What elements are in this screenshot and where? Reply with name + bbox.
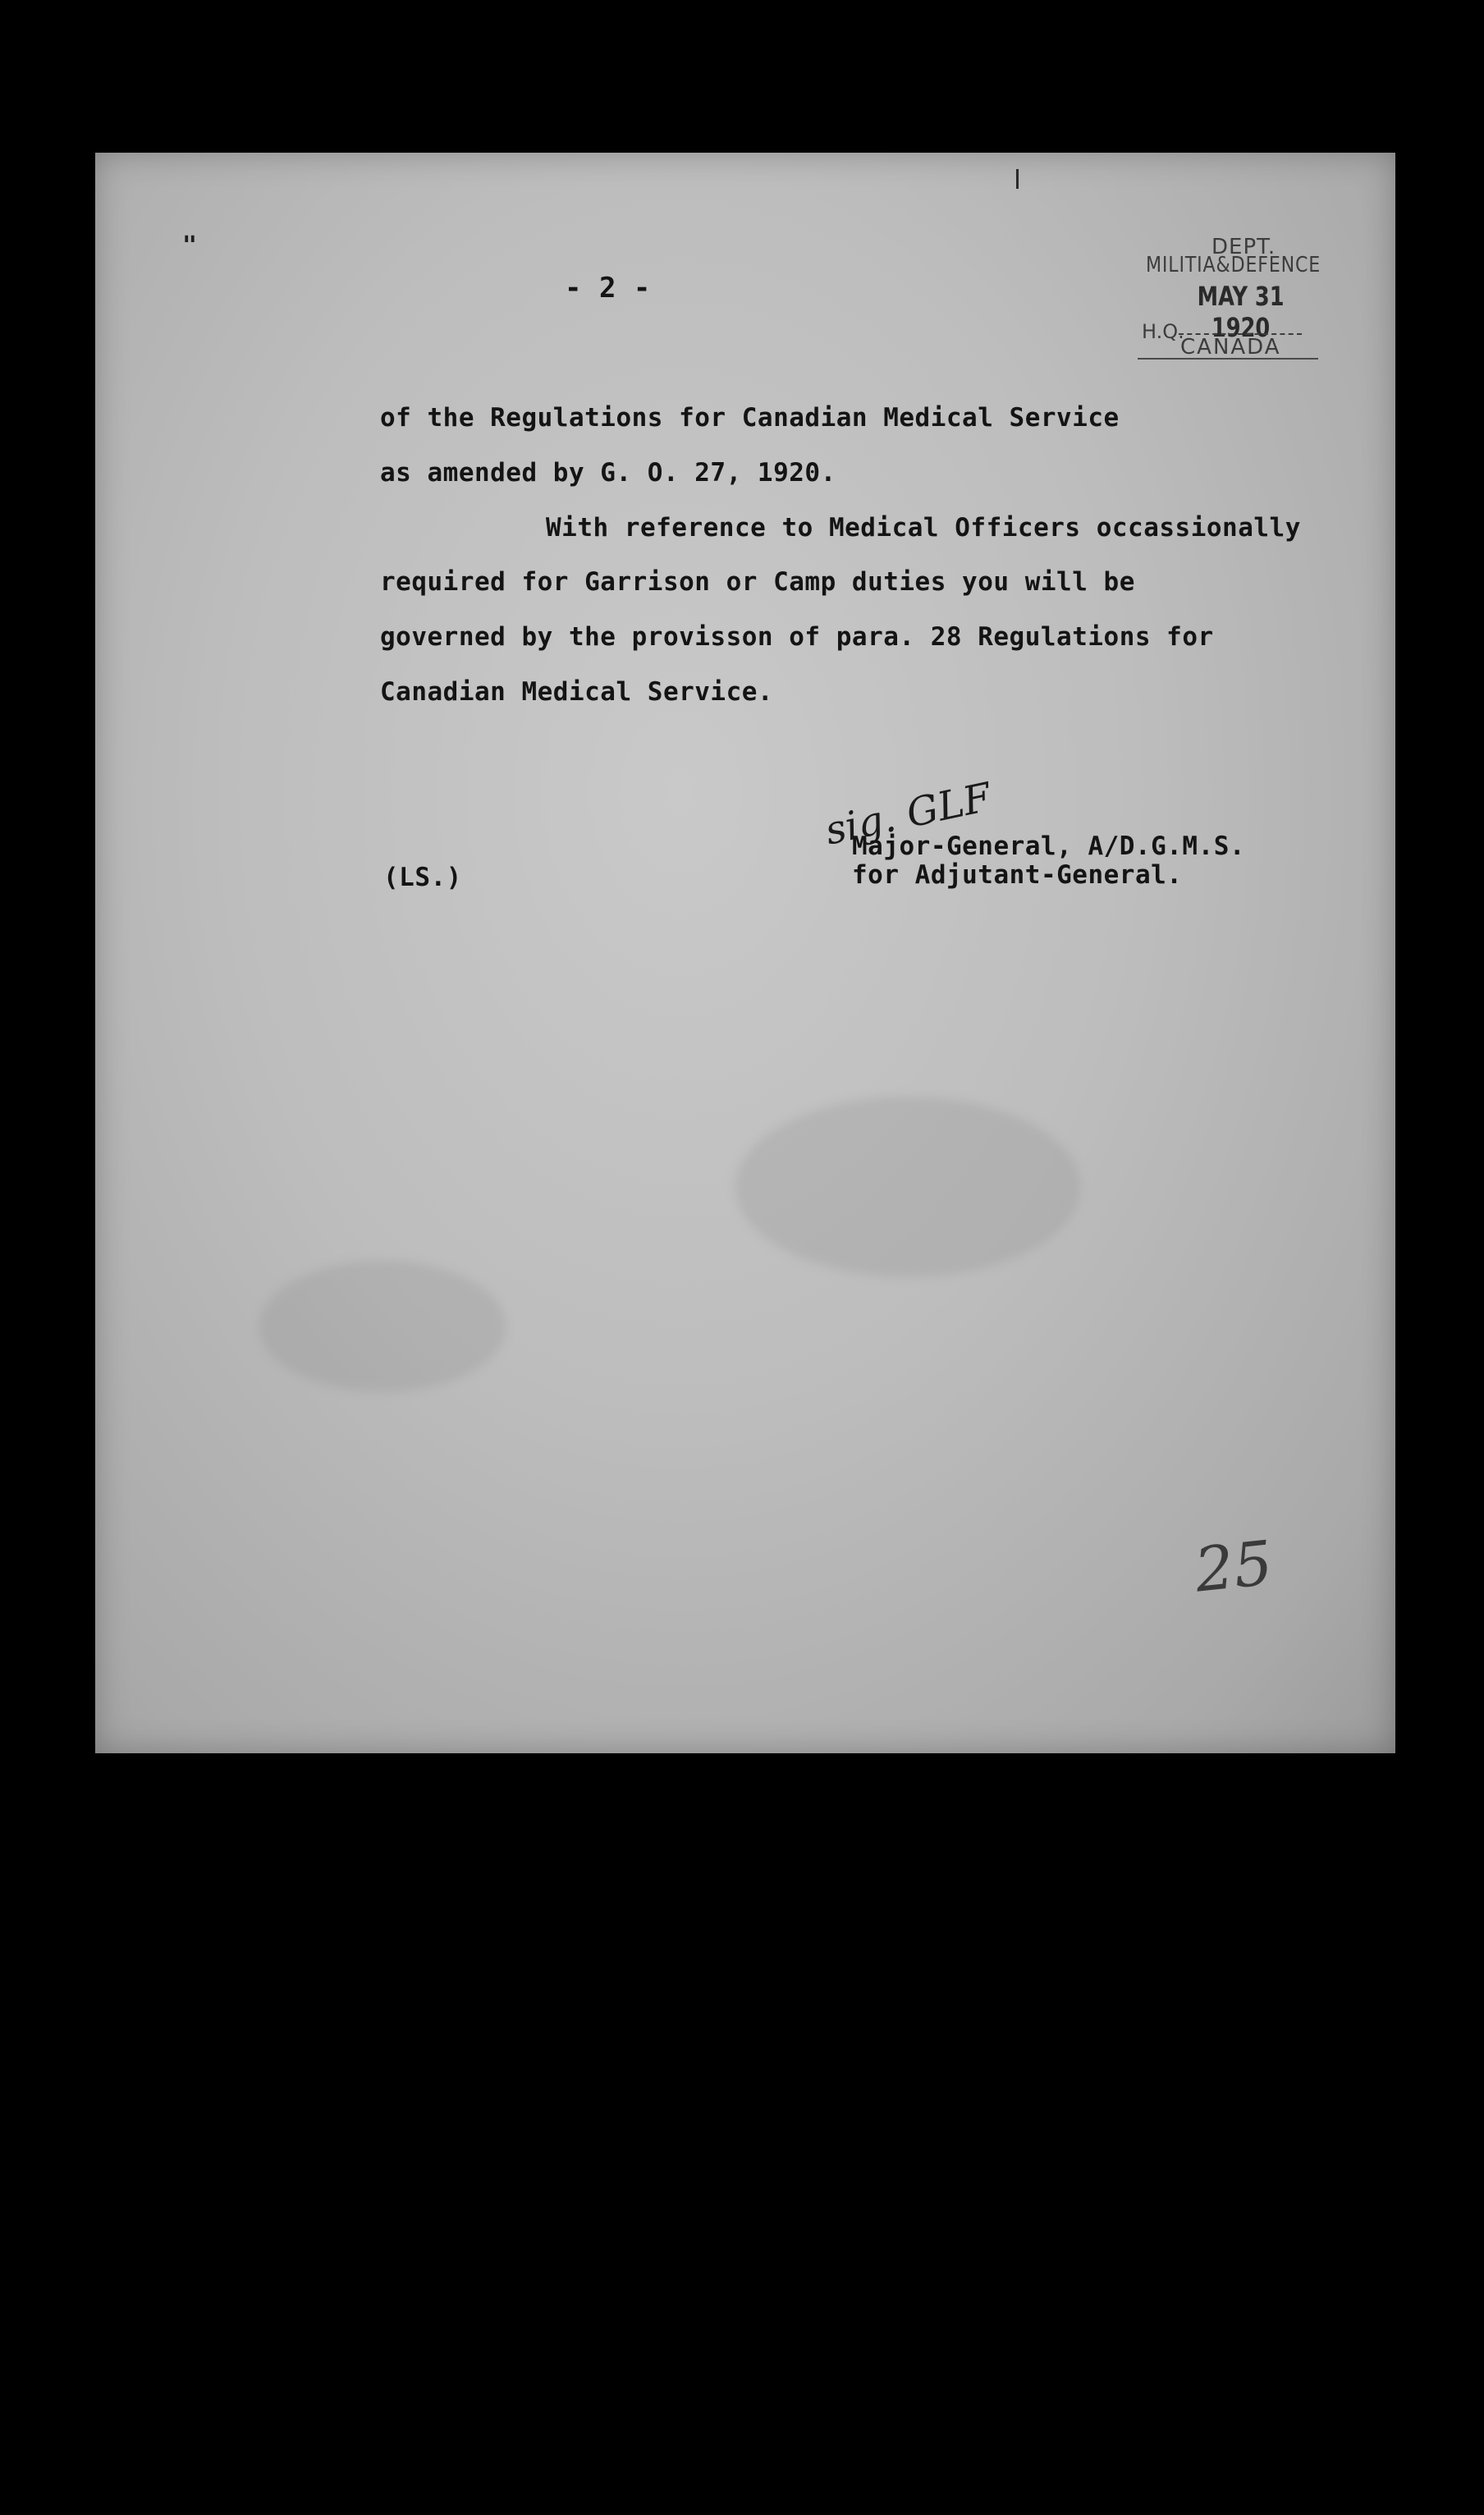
- body-line: With reference to Medical Officers occassionally: [546, 513, 1301, 543]
- body-line: of the Regulations for Canadian Medical Service: [380, 403, 1120, 433]
- paper-stain: [259, 1261, 506, 1392]
- handwritten-signature: sig. GLF: [821, 774, 996, 854]
- page-number: - 2 -: [565, 272, 651, 305]
- stamp-underline: [1138, 358, 1318, 360]
- stamp-country: CANADA: [1180, 335, 1281, 360]
- received-stamp: [1023, 235, 1351, 374]
- stamp-dept: DEPT.: [1211, 235, 1276, 259]
- signatory-title: Major-General, A/D.G.M.S.: [852, 831, 1246, 861]
- document-page: [95, 153, 1395, 1753]
- seal-note: (LS.): [383, 863, 462, 892]
- corner-mark: ": [182, 231, 198, 260]
- paper-stain: [735, 1097, 1080, 1277]
- top-tick-mark: [1016, 169, 1019, 189]
- stamp-hq: H.Q.: [1142, 320, 1184, 343]
- body-line: governed by the provisson of para. 28 Regulations for: [380, 622, 1214, 652]
- handwritten-margin-mark: 25: [1191, 1528, 1276, 1606]
- body-line: Canadian Medical Service.: [380, 677, 774, 707]
- body-line: required for Garrison or Camp duties you will be: [380, 567, 1135, 597]
- signatory-for-line: for Adjutant-General.: [852, 860, 1183, 890]
- stamp-date: MAY 31 1920: [1197, 281, 1285, 343]
- stamp-organization: MILITIA&DEFENCE: [1146, 253, 1321, 277]
- body-line: as amended by G. O. 27, 1920.: [380, 458, 836, 488]
